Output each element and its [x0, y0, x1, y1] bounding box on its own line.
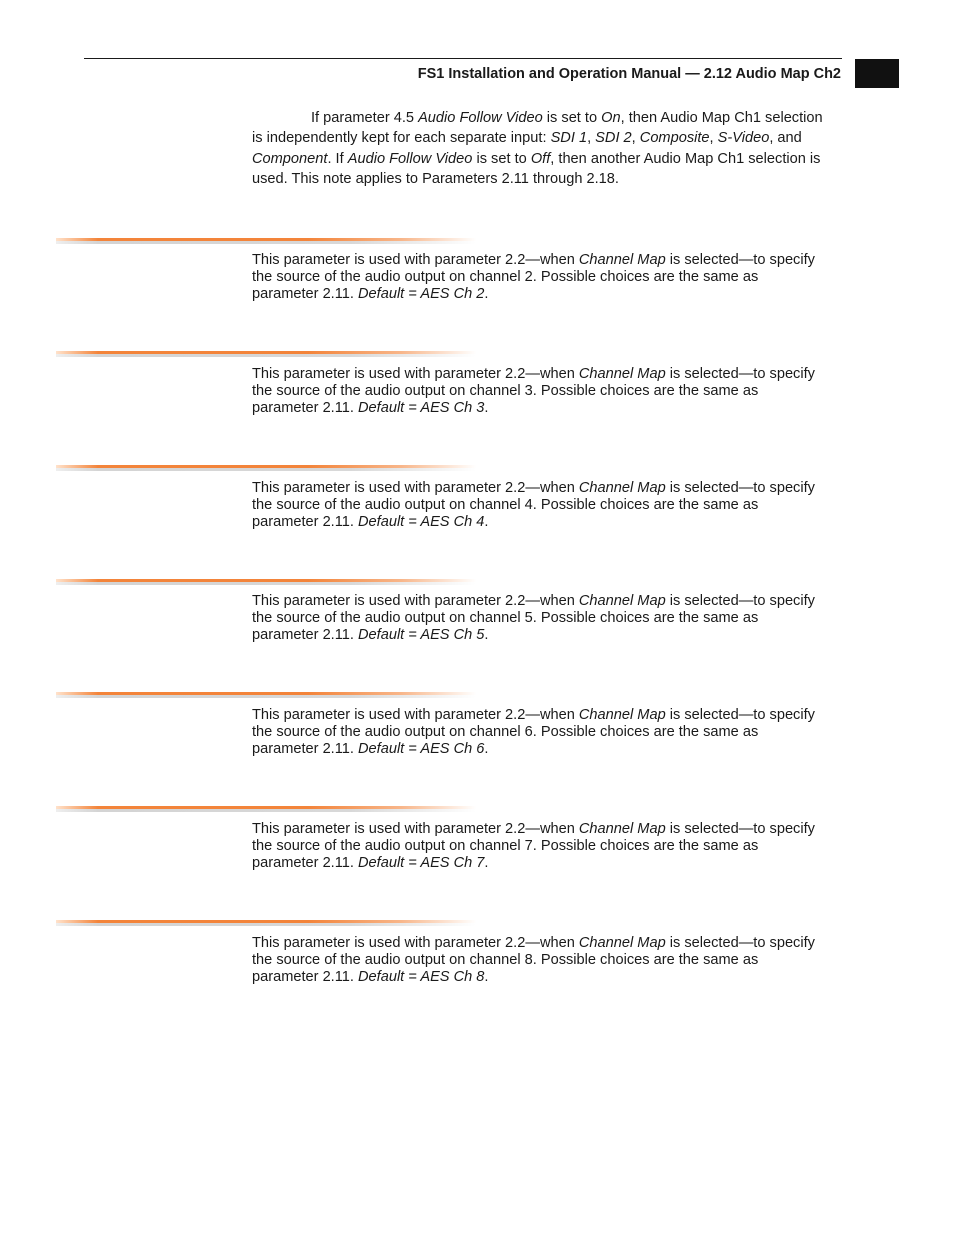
text: , then another Audio Map Ch1 selection is — [550, 150, 821, 167]
line — [252, 935, 872, 952]
line — [252, 366, 872, 383]
line: the source of the audio output on channel 5. Possible choices are the same as — [252, 610, 759, 626]
line — [252, 286, 872, 303]
text: . — [484, 400, 489, 416]
section-divider — [56, 919, 476, 926]
param-description-ch2 — [252, 252, 872, 303]
text: parameter 2.11. — [252, 969, 358, 985]
line: the source of the audio output on channel 4. Possible choices are the same as — [252, 497, 759, 513]
text: This parameter is used with parameter 2.2—when — [252, 821, 579, 837]
page-tab-marker — [855, 59, 899, 88]
text: This parameter is used with parameter 2.2—when — [252, 480, 579, 496]
text: parameter 2.11. — [252, 514, 358, 530]
text: is selected—to specify — [665, 252, 815, 268]
section-divider — [56, 464, 476, 471]
default-value: Default = AES Ch 2 — [358, 286, 485, 302]
intro-note — [252, 108, 872, 189]
text: This parameter is used with parameter 2.2—when — [252, 366, 579, 382]
text-italic: Composite — [639, 130, 710, 147]
text: , then Audio Map Ch1 selection — [620, 110, 823, 126]
section-divider — [56, 350, 476, 357]
text: . — [484, 627, 489, 643]
text: parameter 2.11. — [252, 855, 358, 871]
text: is set to — [472, 150, 531, 167]
line — [252, 707, 872, 724]
text: is independently kept for each separate input: — [252, 130, 551, 147]
line — [252, 969, 872, 986]
text-italic: Off — [530, 150, 551, 167]
text-italic: Audio Follow Video — [347, 150, 473, 167]
section-divider — [56, 691, 476, 698]
text: is selected—to specify — [665, 935, 815, 951]
line: the source of the audio output on channel 6. Possible choices are the same as — [252, 724, 759, 740]
default-value: Default = AES Ch 6 — [358, 741, 485, 757]
line — [252, 627, 872, 644]
text-italic: Audio Follow Video — [418, 110, 543, 126]
text: . — [484, 855, 489, 871]
line — [252, 821, 872, 838]
section-divider — [56, 805, 476, 812]
intro-line-3 — [252, 149, 872, 169]
line — [252, 855, 872, 872]
text-italic: SDI 1 — [550, 130, 588, 147]
text-italic: Channel Map — [578, 366, 666, 382]
text: . If — [327, 150, 348, 167]
default-value: Default = AES Ch 4 — [358, 514, 485, 530]
text: parameter 2.11. — [252, 286, 358, 302]
param-description-ch3 — [252, 366, 872, 417]
text: This parameter is used with parameter 2.2—when — [252, 252, 579, 268]
text: parameter 2.11. — [252, 400, 358, 416]
text-italic: S-Video — [717, 130, 770, 147]
param-description-ch5 — [252, 593, 872, 644]
text: parameter 2.11. — [252, 741, 358, 757]
line — [252, 400, 872, 417]
text: . — [484, 286, 489, 302]
param-description-ch8 — [252, 935, 872, 986]
text: , and — [769, 130, 802, 147]
text: . — [484, 514, 489, 530]
text: This parameter is used with parameter 2.2—when — [252, 707, 579, 723]
line — [252, 593, 872, 610]
default-value: Default = AES Ch 5 — [358, 627, 485, 643]
line: the source of the audio output on channel 7. Possible choices are the same as — [252, 838, 759, 854]
default-value: Default = AES Ch 3 — [358, 400, 485, 416]
intro-line-4 — [252, 169, 872, 189]
line: the source of the audio output on channel 2. Possible choices are the same as — [252, 269, 759, 285]
text-italic: Channel Map — [578, 480, 666, 496]
text: is selected—to specify — [665, 821, 815, 837]
text: This parameter is used with parameter 2.2—when — [252, 935, 579, 951]
text: , — [709, 130, 718, 147]
text-italic: SDI 2 — [595, 130, 632, 147]
intro-line-1 — [252, 108, 872, 128]
text-italic: Channel Map — [578, 593, 666, 609]
text-italic: Channel Map — [578, 821, 666, 837]
text: is selected—to specify — [665, 480, 815, 496]
line — [252, 480, 872, 497]
text-italic: On — [601, 110, 621, 126]
section-divider — [56, 237, 476, 244]
section-divider — [56, 578, 476, 585]
text: is set to — [542, 110, 602, 126]
text-italic: Channel Map — [578, 935, 666, 951]
text: , — [631, 130, 640, 147]
text: . — [484, 741, 489, 757]
text: used. This note applies to Parameters 2.11 through 2.18. — [252, 170, 619, 187]
text: is selected—to specify — [665, 707, 815, 723]
running-header-title: FS1 Installation and Operation Manual — 2.12 Audio Map Ch2 — [417, 66, 841, 82]
text: , — [587, 130, 596, 147]
text: This parameter is used with parameter 2.2—when — [252, 593, 579, 609]
param-description-ch6 — [252, 707, 872, 758]
default-value: Default = AES Ch 8 — [358, 969, 485, 985]
text: is selected—to specify — [665, 593, 815, 609]
text-italic: Channel Map — [578, 707, 666, 723]
line: the source of the audio output on channel 8. Possible choices are the same as — [252, 952, 759, 968]
text: If parameter 4.5 — [311, 110, 419, 126]
text: parameter 2.11. — [252, 627, 358, 643]
param-description-ch7 — [252, 821, 872, 872]
intro-line-2 — [252, 128, 872, 148]
line — [252, 252, 872, 269]
text-italic: Component — [252, 150, 328, 167]
line — [252, 514, 872, 531]
text: . — [484, 969, 489, 985]
text-italic: Channel Map — [578, 252, 666, 268]
header-rule — [84, 58, 842, 59]
line — [252, 741, 872, 758]
default-value: Default = AES Ch 7 — [358, 855, 485, 871]
param-description-ch4 — [252, 480, 872, 531]
text: is selected—to specify — [665, 366, 815, 382]
line: the source of the audio output on channel 3. Possible choices are the same as — [252, 383, 759, 399]
